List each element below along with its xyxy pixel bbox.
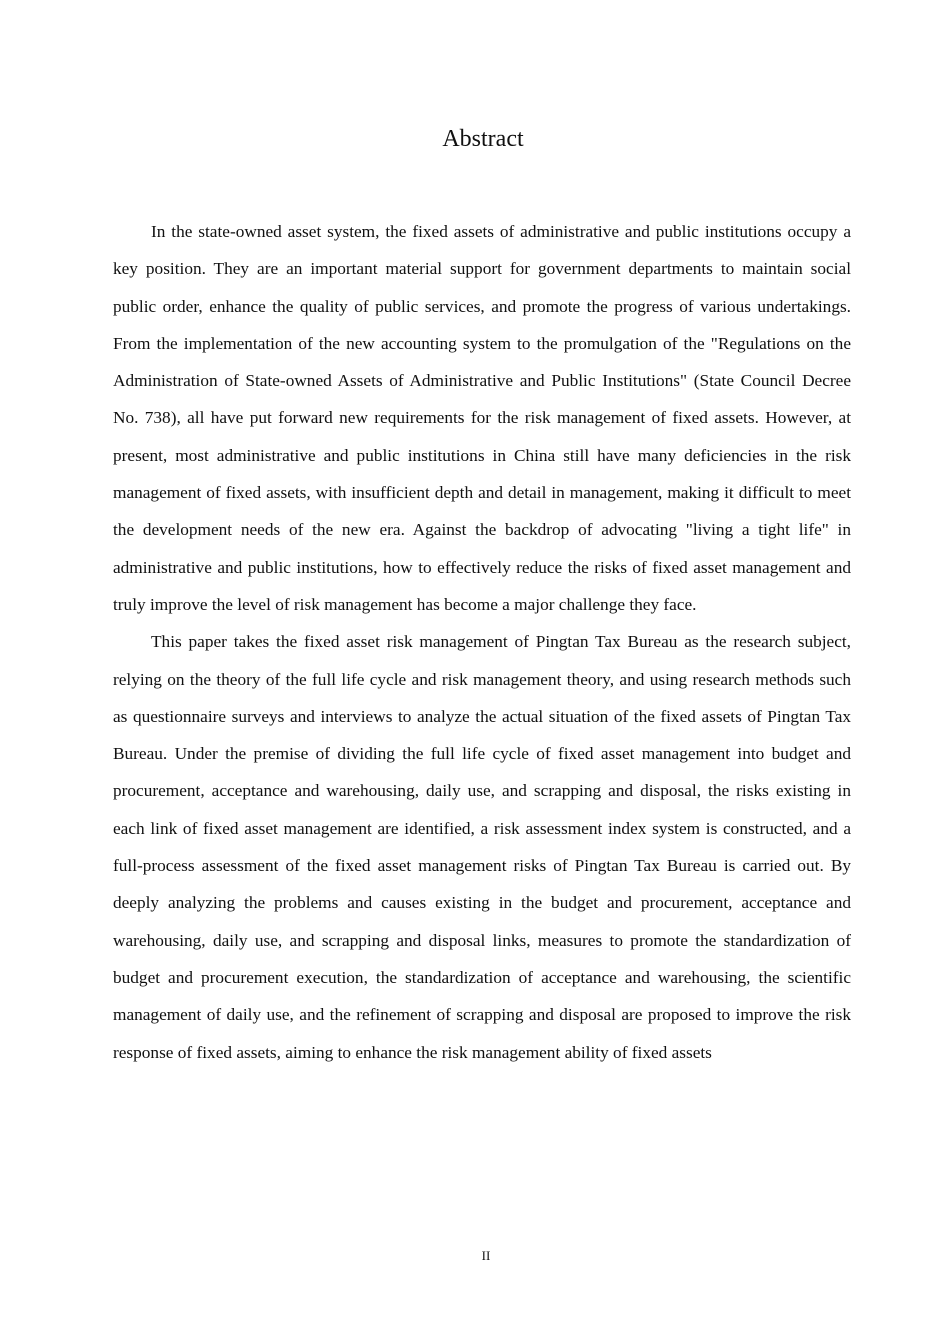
- abstract-body: [113, 213, 851, 1071]
- page-title: Abstract: [442, 126, 524, 152]
- page-number: II: [481, 1248, 491, 1263]
- abstract-paragraph-1: In the state-owned asset system, the fixed assets of administrative and public institutions occupy a key position. They are an important material support for government departments to maintain social public order, enhance the quality of public services, and promote the progress of various undertakings. From the implementation of the new accounting system to the promulgation of the "Regulations on the Administration of State-owned Assets of Administrative and Public Institutions" (State Council Decree No. 738), all have put forward new requirements for the risk management of fixed assets. However, at present, most administrative and public institutions in China still have many deficiencies in the risk management of fixed assets, with insufficient depth and detail in management, making it difficult to meet the development needs of the new era. Against the backdrop of advocating "living a tight life" in administrative and public institutions, how to effectively reduce the risks of fixed asset management and truly improve the level of risk management has become a major challenge they face.: [113, 222, 851, 614]
- abstract-paragraph-2: This paper takes the fixed asset risk management of Pingtan Tax Bureau as the research subject, relying on the theory of the full life cycle and risk management theory, and using research methods such as questionnaire surveys and interviews to analyze the actual situation of the fixed assets of Pingtan Tax Bureau. Under the premise of dividing the full life cycle of fixed asset management into budget and procurement, acceptance and warehousing, daily use, and scrapping and disposal, the risks existing in each link of fixed asset management are identified, a risk assessment index system is constructed, and a full-process assessment of the fixed asset management risks of Pingtan Tax Bureau is carried out. By deeply analyzing the problems and causes existing in the budget and procurement, acceptance and warehousing, daily use, and scrapping and disposal links, measures to promote the standardization of budget and procurement execution, the standardization of acceptance and warehousing, the scientific management of daily use, and the refinement of scrapping and disposal are proposed to improve the risk response of fixed assets, aiming to enhance the risk management ability of fixed assets: [113, 632, 851, 1062]
